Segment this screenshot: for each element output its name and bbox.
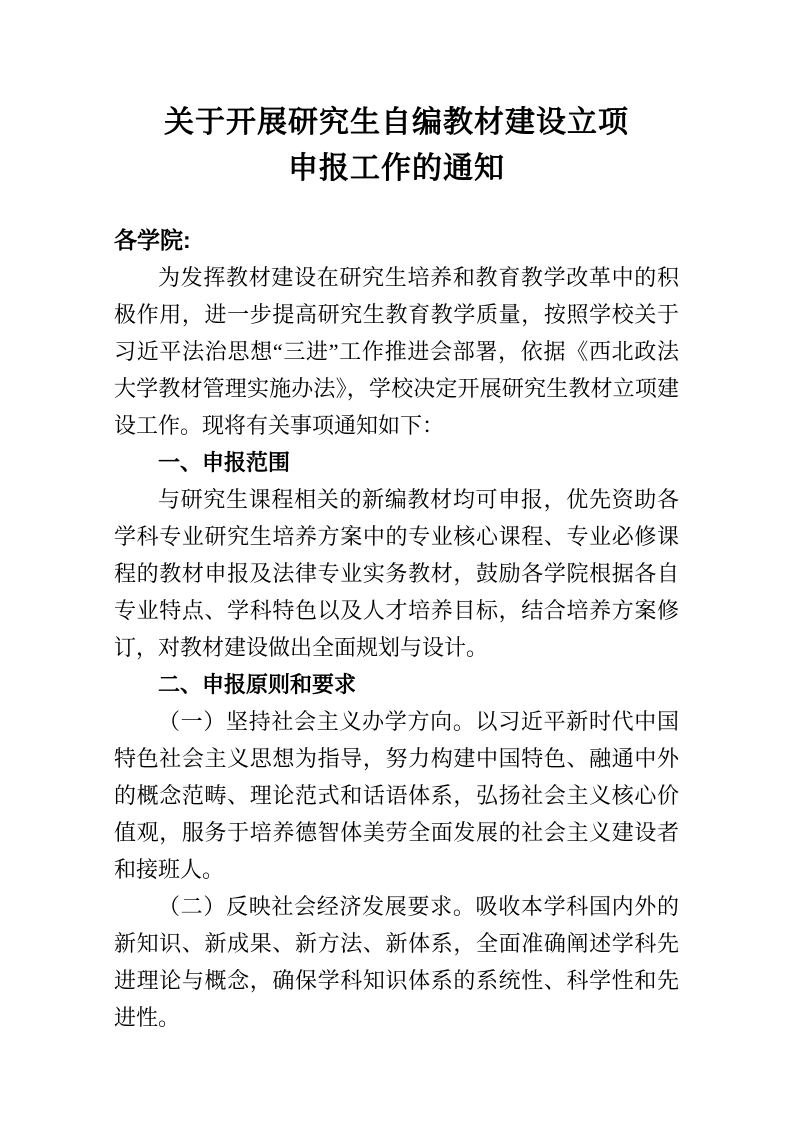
salutation: 各学院: xyxy=(114,227,191,253)
paragraph-section-1-scope: 与研究生课程相关的新编教材均可申报，优先资助各学科专业研究生培养方案中的专业核心课程、专业必修课程的教材申报及法律专业实务教材，鼓励各学院根据各自专业特点、学科特色以及人才培养目标，结合培养方案修订，对教材建设做出全面规划与设计。 xyxy=(114,487,679,660)
title-line-1: 关于开展研究生自编教材建设立项 xyxy=(164,106,629,139)
paragraph-section-2-item-2: （二）反映社会经济发展要求。吸收本学科国内外的新知识、新成果、新方法、新体系，全面准确阐述学科先进理论与概念，确保学科知识体系的系统性、科学性和先进性。 xyxy=(114,894,679,1030)
paragraph-intro: 为发挥教材建设在研究生培养和教育教学改革中的积极作用，进一步提高研究生教育教学质量，按照学校关于习近平法治思想“三进”工作推进会部署，依据《西北政法大学教材管理实施办法》，学校决定开展研究生教材立项建设工作。现将有关事项通知如下： xyxy=(114,265,679,438)
heading-section-2: 二、申报原则和要求 xyxy=(158,672,357,697)
document-title xyxy=(114,100,679,192)
heading-section-1: 一、申报范围 xyxy=(158,450,291,475)
document-body xyxy=(114,259,679,1036)
paragraph-section-2-item-1: （一）坚持社会主义办学方向。以习近平新时代中国特色社会主义思想为指导，努力构建中国特色、融通中外的概念范畴、理论范式和话语体系，弘扬社会主义核心价值观，服务于培养德智体美劳全面发展的社会主义建设者和接班人。 xyxy=(114,709,679,882)
title-line-2: 申报工作的通知 xyxy=(288,152,505,185)
